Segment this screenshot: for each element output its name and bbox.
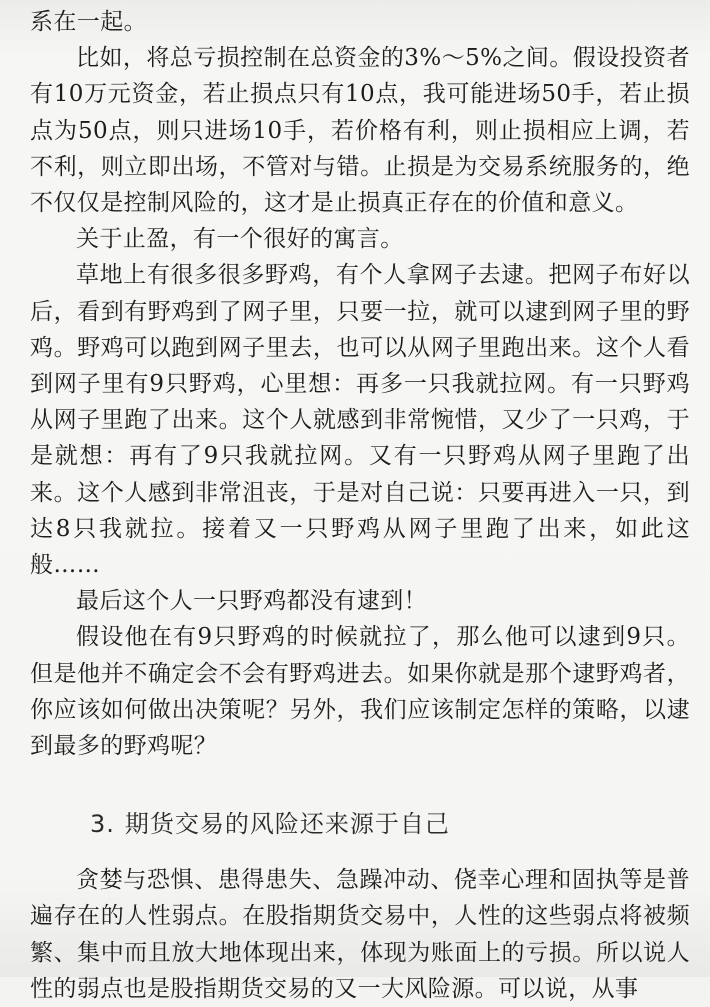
- section-title: 期货交易的风险还来源于自己: [124, 810, 450, 839]
- section-number: 3.: [90, 810, 115, 839]
- paragraph-stop-loss-example: 比如，将总亏损控制在总资金的3%～5%之间。假设投资者有10万元资金，若止损点只有10点，我可能进场50手，若止损点为50点，则只进场10手，若价格有利，则止损相应上调，若不利，则立即出场，不管对与错。止损是为交易系统服务的，绝不仅仅是控制风险的，这才是止损真正存在的价值和意义。: [30, 45, 690, 217]
- section-heading: [30, 806, 690, 842]
- page-text: [30, 4, 690, 1007]
- paragraph-fable-question: 假设他在有9只野鸡的时候就拉了，那么他可以逮到9只。但是他并不确定会不会有野鸡进去。如果你就是那个逮野鸡者，你应该如何做出决策呢？另外，我们应该制定怎样的策略，以逮到最多的野鸡呢？: [30, 624, 690, 760]
- paragraph-take-profit-intro: 关于止盈，有一个很好的寓言。: [76, 226, 404, 253]
- paragraph-pheasant-fable: 草地上有很多很多野鸡，有个人拿网子去逮。把网子布好以后，看到有野鸡到了网子里，只要一拉，就可以逮到网子里的野鸡。野鸡可以跑到网子里去，也可以从网子里跑出来。这个人看到网子里有9只野鸡，心里想：再多一只我就拉网。有一只野鸡从网子里跑了出来。这个人就感到非常惋惜，又少了一只鸡，于是就想：再有了9只我就拉网。又有一只野鸡从网子里跑了出来。这个人感到非常沮丧，于是对自己说：只要再进入一只，到达8只我就拉。接着又一只野鸡从网子里跑了出来，如此这般……: [30, 262, 690, 579]
- paragraph-fable-ending: 最后这个人一只野鸡都没有逮到！: [76, 588, 427, 615]
- paragraph-continuation: 系在一起。: [30, 9, 147, 35]
- paragraph-human-weakness: 贪婪与恐惧、患得患失、急躁冲动、侥幸心理和固执等是普遍存在的人性弱点。在股指期货交易中，人性的这些弱点将被频繁、集中而且放大地体现出来，体现为账面上的亏损。所以说人性的弱点也是股指期货交易的又一大风险源。可以说，从事: [30, 867, 690, 1002]
